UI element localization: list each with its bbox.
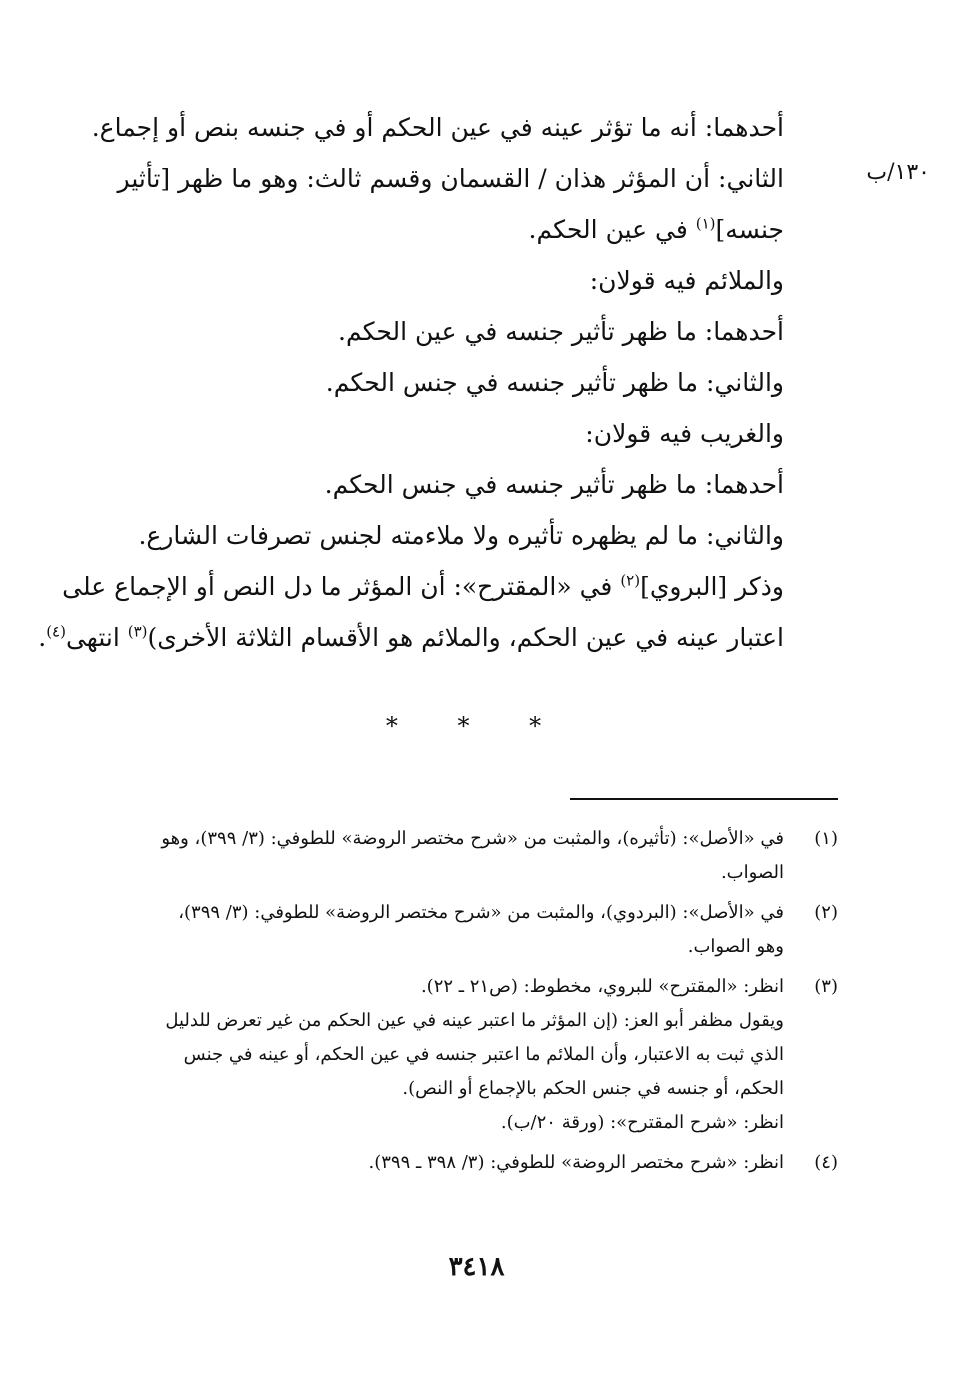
footnote-2 <box>132 896 838 964</box>
footnote-number: (٤) <box>814 1152 838 1173</box>
text-fragment: في «المقترح»: أن المؤثر ما دل النص أو الإجماع على <box>62 572 621 601</box>
footnote-number: (٣) <box>814 976 838 997</box>
footnotes <box>132 822 838 1186</box>
text-fragment: انتهى <box>65 623 128 652</box>
text-fragment: جنسه] <box>715 215 784 244</box>
text-line-2: الثاني: أن المؤثر هذان / القسمان وقسم ثالث: وهو ما ظهر [تأثير <box>117 164 784 193</box>
text-fragment: اعتبار عينه في عين الحكم، والملائم هو الأقسام الثلاثة الأخرى) <box>147 623 784 652</box>
footnote-line: انظر: «شرح مختصر الروضة» للطوفي: (٣/ ٣٩٨ ـ ٣٩٩). <box>368 1152 784 1173</box>
footnote-line: في «الأصل»: (تأثيره)، والمثبت من «شرح مختصر الروضة» للطوفي: (٣/ ٣٩٩)، وهو <box>161 828 784 849</box>
footnote-number: (١) <box>814 828 838 849</box>
main-text <box>38 102 784 663</box>
footnote-divider <box>570 798 838 800</box>
footnote-line: الصواب. <box>720 862 784 883</box>
text-fragment: في عين الحكم. <box>528 215 696 244</box>
footnote-4 <box>132 1146 838 1180</box>
footnote-line: ويقول مظفر أبو العز: (إن المؤثر ما اعتبر عينه في عين الحكم من غير تعرض للدليل <box>165 1010 784 1031</box>
footnote-ref-4[interactable]: (٤) <box>46 622 66 641</box>
footnote-line: وهو الصواب. <box>687 936 784 957</box>
text-fragment: . <box>38 623 47 652</box>
text-line-1: أحدهما: أنه ما تؤثر عينه في عين الحكم أو في جنسه بنص أو إجماع. <box>91 113 784 142</box>
text-line-7: والغريب فيه قولان: <box>585 419 784 448</box>
text-fragment: وذكر [البروي] <box>640 572 784 601</box>
section-separator: * * * <box>385 712 568 740</box>
text-line-10 <box>62 561 784 612</box>
footnote-line: انظر: «المقترح» للبروي، مخطوط: (ص٢١ ـ ٢٢). <box>420 976 784 997</box>
page-number: ٣٤١٨ <box>448 1252 505 1282</box>
text-line-9: والثاني: ما لم يظهره تأثيره ولا ملاءمته لجنس تصرفات الشارع. <box>138 521 784 550</box>
footnote-line: انظر: «شرح المقترح»: (ورقة ٢٠/ب). <box>500 1112 784 1133</box>
footnote-1 <box>132 822 838 890</box>
footnote-number: (٢) <box>814 902 838 923</box>
text-line-3 <box>82 204 784 255</box>
footnote-line: الذي ثبت به الاعتبار، وأن الملائم ما اعتبر جنسه في عين الحكم، أو عينه في جنس <box>183 1044 784 1065</box>
text-line-8: أحدهما: ما ظهر تأثير جنسه في جنس الحكم. <box>324 470 784 499</box>
footnote-line: الحكم، أو جنسه في جنس الحكم بالإجماع أو النص). <box>402 1078 784 1099</box>
footnote-ref-1[interactable]: (١) <box>695 214 716 233</box>
text-line-11 <box>38 612 784 663</box>
footnote-ref-2[interactable]: (٢) <box>620 571 641 590</box>
text-line-6: والثاني: ما ظهر تأثير جنسه في جنس الحكم. <box>325 368 784 397</box>
margin-folio-note: ١٣٠/ب <box>866 160 930 185</box>
text-line-4: والملائم فيه قولان: <box>589 266 784 295</box>
footnote-line: في «الأصل»: (البردوي)، والمثبت من «شرح مختصر الروضة» للطوفي: (٣/ ٣٩٩)، <box>178 902 784 923</box>
text-line-5: أحدهما: ما ظهر تأثير جنسه في عين الحكم. <box>338 317 784 346</box>
footnote-ref-3[interactable]: (٣) <box>127 622 148 641</box>
footnote-3 <box>132 970 838 1140</box>
